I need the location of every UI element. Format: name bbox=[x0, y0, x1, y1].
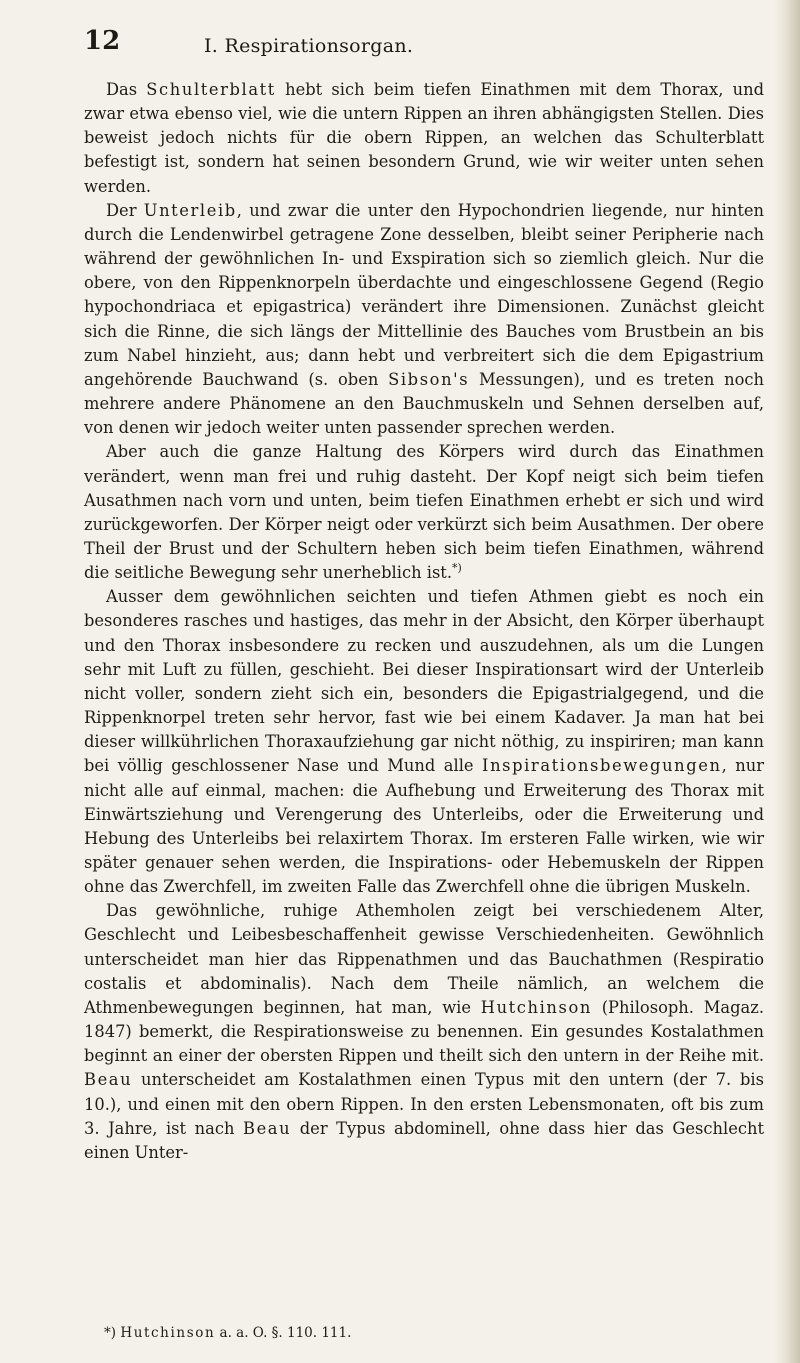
spaced-term: Sibson's bbox=[388, 369, 470, 389]
page-number: 12 bbox=[84, 26, 121, 56]
paragraph-breathing-types: Das gewöhnliche, ruhige Athemholen zeigt bei verschiedenem Alter, Geschlecht und Leibesbeschaffenheit gewisse Verschiedenheiten. Gewöhnlich unterscheidet man hier das Rippenathmen und das Bauchathmen (Respiratio costalis et abdominalis). Nach dem Theile nämlich, an welchem die Athmenbewegungen beginnen, hat man, wie Hutchinson (Philosoph. Magaz. 1847) bemerkt, die Respirationsweise zu benennen. Ein gesundes Kostalathmen beginnt an einer der obersten Rippen und theilt sich den untern in der Reihe mit. Beau unterscheidet am Kostalathmen einen Typus mit den untern (der 7. bis 10.), und einen mit den obern Rippen. In den ersten Lebensmonaten, oft bis zum 3. Jahre, ist nach Beau der Typus abdominell, ohne dass hier das Geschlecht einen Unter- bbox=[84, 901, 764, 1162]
spaced-term: Inspirationsbewegungen bbox=[482, 756, 722, 776]
paragraph-abdomen: Der Unterleib, und zwar die unter den Hypochondrien liegende, nur hinten durch die Lendenwirbel getragene Zone desselben, bleibt seiner Peripherie nach während der gewöhnlichen In- und Exspiration sich so ziemlich gleich. Nur die obere, von den Rippenknorpeln überdachte und eingeschlossene Gegend (Regio hypochondriaca et epigastrica) verändert ihre Dimensionen. Zunächst gleicht sich die Rinne, die sich längs der Mittellinie des Bauches vom Brustbein an bis zum Nabel hinzieht, aus; dann hebt und verbreitert sich die dem Epigastrium angehörende Bauchwand (s. oben Sibson's Messungen), und es treten noch mehrere andere Phänomene an den Bauchmuskeln und Sehnen derselben auf, von denen wir jedoch weiter unten passender sprechen werden. bbox=[84, 200, 764, 438]
footnote-text: a. a. O. §. 110. 111. bbox=[215, 1325, 352, 1341]
footnote-reference: *) bbox=[452, 561, 462, 575]
footnote-mark: *) bbox=[104, 1325, 117, 1341]
running-head: I. Respirationsorgan. bbox=[204, 35, 414, 57]
paragraph-posture: Aber auch die ganze Haltung des Körpers wird durch das Einathmen verändert, wenn man frei und ruhig dasteht. Der Kopf neigt sich beim tiefen Ausathmen nach vorn und unten, beim tiefen Einathmen erhebt er sich und wird zurückgeworfen. Der Körper neigt oder verkürzt sich beim Ausathmen. Der obere Theil der Brust und der Schultern heben sich beim tiefen Einathmen, während die seitliche Bewegung sehr unerheblich ist.*) bbox=[84, 442, 764, 583]
footnote bbox=[104, 1324, 664, 1342]
footnote-author: Hutchinson bbox=[120, 1325, 216, 1341]
spaced-term: Beau bbox=[84, 1070, 133, 1090]
spaced-term: Hutchinson bbox=[480, 997, 592, 1017]
paragraph-hasty-breathing: Ausser dem gewöhnlichen seichten und tiefen Athmen giebt es noch ein besonderes rasches und hastiges, das mehr in der Absicht, den Körper überhaupt und den Thorax insbesondere zu recken und auszudehnen, als um die Lungen sehr mit Luft zu füllen, geschieht. Bei dieser Inspirationsart wird der Unterleib nicht voller, sondern zieht sich ein, besonders die Epigastrialgegend, und die Rippenknorpel treten sehr hervor, fast wie bei einem Kadaver. Ja man hat bei dieser willkührlichen Thoraxaufziehung gar nicht nöthig, zu inspiriren; man kann bei völlig geschlossener Nase und Mund alle Inspirationsbewegungen, nur nicht alle auf einmal, machen: die Aufhebung und Erweiterung des Thorax mit Einwärtsziehung und Verengerung des Unterleibs, oder die Erweiterung und Hebung des Unterleibs bei relaxirtem Thorax. Im ersteren Falle wirken, wie wir später genauer sehen werden, die Inspirations- oder Hebemuskeln der Rippen ohne das Zwerchfell, im zweiten Falle das Zwerchfell ohne die übrigen Muskeln. bbox=[84, 587, 764, 897]
paragraph-shoulder-blade: Das Schulterblatt hebt sich beim tiefen Einathmen mit dem Thorax, und zwar etwa ebenso viel, wie die untern Rippen an ihren abhängigsten Stellen. Dies beweist jedoch nichts für die obern Rippen, an welchen das Schulterblatt befestigt ist, sondern hat seinen besondern Grund, wie wir weiter unten sehen werden. bbox=[84, 80, 764, 196]
page-header bbox=[84, 26, 724, 66]
body-text bbox=[84, 78, 764, 1165]
spaced-term: Unterleib bbox=[143, 200, 237, 220]
page-edge-shadow bbox=[774, 0, 800, 1363]
spaced-term: Schulterblatt bbox=[146, 80, 276, 99]
spaced-term: Beau bbox=[243, 1118, 292, 1138]
